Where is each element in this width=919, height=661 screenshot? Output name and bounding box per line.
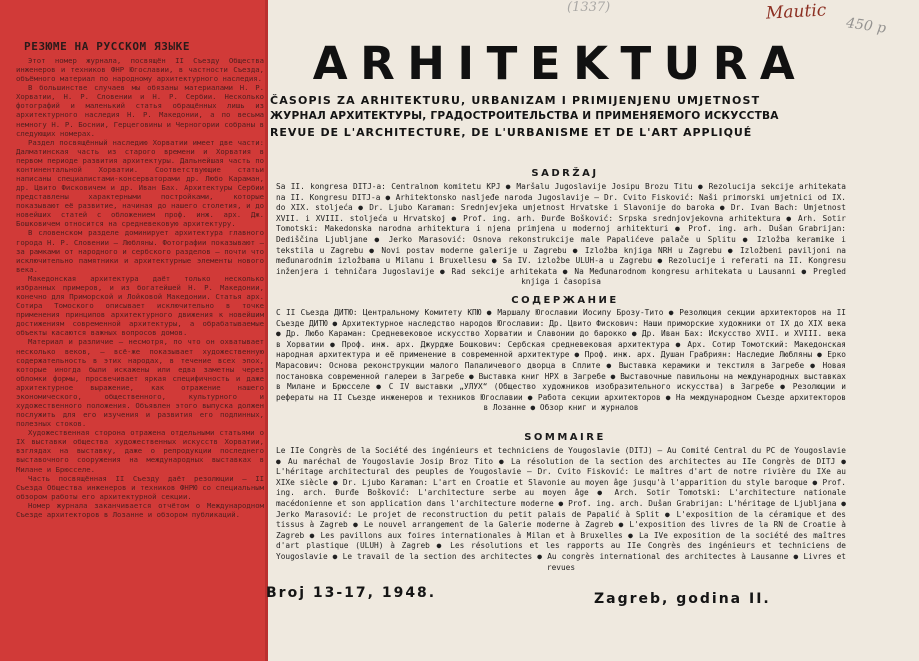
- resume-paragraph: Часть посвящённая II Съезду даёт резолюции — II Съезда Общества инженеров и техников ФНРЮ со специальным обзором работы его архитектурной секции.: [16, 473, 264, 501]
- resume-paragraph: Раздел посвящённый наследию Хорватии имеет две части: Далматинская часть из старого времени и Хорватия в первом периоде развития архитектуры. Дальнейшая часть по континентальной Хорватии. Соответствующие статьи написаны специалистами-консерваторами др. Любо Караман, др. Цвито Фисковичем и др. Иван Бах. Архитектуры Сербии представлены характерными постройками, которые показывают её развитие, начиная до нашего столетия, и до новейших статей с обложением проф. инж. арх. Дж. Бошковичем относится на средневековую архитектуру.: [16, 137, 264, 229]
- soderzhanie-contents: С II Съезда ДИТЮ: Центральному Комитету КПЮ ● Маршалу Югославии Иосипу Брозу-Тито ● Резолюция секции архитекторов на II Съезде ДИТЮ ● Архитектурное наследство народов Югославии: Др. Цвито Фискович: Наши приморские художники от IX до XIX века ● Др. Любо Караман: Средневековое искусство Хорватии и Славонии до барокко ● Др. Иван Бах: Искусство XVII. и XVIII. века в Хорватии ● Проф. инж. арх. Джурдже Бошкович: Сербская средневековая архитектура ● Арх. Сотир Томотский: Македонская народная архитектура и её применение в современной архитектуре ● Проф. инж. арх. Душан Грабриян: Наследие Любляны ● Ерко Марасович: Основа реконструкции малого Папаличевого дворца в Сплите ● Выставка керамики и текстиля в Загребе ● Новая постановка современной галереи в Загребе ● Выставка книг НРХ в Загребе ● Выставочные павильоны на международных выставках в Милане и Брюсселе ● С IV выставки „УЛУХ“ (Общество художников изобразительного искусства) в Загребе ● Резолюции и рефераты на II Съезде инженеров и техников Югославии ● Работа секции архитекторов ● На международном Съезде архитекторов в Лозанне ● Обзор книг и журналов: [276, 308, 846, 413]
- pencil-number-annotation: (1337): [567, 0, 611, 15]
- resume-paragraph: Художественная сторона отражена отдельными статьями о IX выставки общества художественных искусств Хорватии, взглядах на выставку, даже о репродукции последнего выставочного сооружения на международных выставках в Милане и Брюсселе.: [16, 428, 264, 474]
- sommaire-contents: Le IIe Congrès de la Société des ingénieurs et techniciens de Yougoslavie (DITJ) — Au Comité Central du PC de Yougoslavie ● Au maréchal de Yougoslavie Josip Broz Tito ● La résolution de la section des architectes au IIe Congrès de DITJ ● L'héritage architectural des peuples de Yougoslavie — Dr. Cvito Fisković: Le maîtres d'art de notre rivière du IXe au XIXe siècle ● Dr. Ljubo Karaman: L'art en Croatie et Slavonie au moyen âge jusqu'à l'apparition du style baroque ● Prof. ing. arch. Đurđe Bošković: L'architecture serbe au moyen âge ● Arch. Sotir Tomotski: L'architecture nationale macédonienne et son application dans l'architecture moderne ● Prof. ing. arch. Dušan Grabrijan: L'héritage de Ljubljana ● Jerko Marasović: Le projet de reconstruction du petit palais de Papalić à Split ● L'exposition de la céramique et des tissus à Zagreb ● Le nouvel arrangement de la Galerie moderne à Zagreb ● L'exposition des livres de la RN de Croatie à Zagreb ● Les pavillons aux foires internationales à Milan et à Bruxelles ● La IVe exposition de la société des maîtres d'art plastique (ULUH) à Zagreb ● Les résolutions et les rapports au IIe Congrès des ingénieurs et techniciens de Yougoslavie ● Le travail de la section des architectes ● Au congrès international des architectes à Lausanne ● Livres et revues: [276, 446, 846, 572]
- subtitle-french: REVUE DE L'ARCHITECTURE, DE L'URBANISME ET DE L'ART APPLIQUÉ: [270, 126, 753, 139]
- resume-paragraph: В словенском разделе доминирует архитектура главного города Н. Р. Словении — Любляны. Фотографии показывают — за рамками от народного и сербского разделов — почти что исключительно памятники и архитектурные элементы нового века.: [16, 228, 264, 274]
- subtitle-russian: ЖУРНАЛ АРХИТЕКТУРЫ, ГРАДОСТРОИТЕЛЬСТВА И ПРИМЕНЯЕМОГО ИСКУССТВА: [270, 110, 779, 122]
- issue-number: Broj 13-17, 1948.: [266, 585, 437, 601]
- resume-heading: РЕЗЮМЕ НА РУССКОМ ЯЗЫКЕ: [24, 40, 191, 53]
- handwritten-signature: Mautic: [765, 0, 827, 24]
- pencil-code-annotation: 450 p: [845, 15, 888, 37]
- sadrzaj-heading: SADRŽAJ: [531, 168, 599, 179]
- resume-body: [16, 56, 264, 602]
- sadrzaj-contents: Sa II. kongresa DITJ-a: Centralnom komitetu KPJ ● Maršalu Jugoslavije Josipu Brozu Titu ● Rezolucija sekcije arhitekata na II. Kongresu DITJ-a ● Arhitektonsko nasljeđe naroda Jugoslavije — Dr. Cvito Fisković: Naši primorski umjetnici od IX. do XIX. stoljeća ● Dr. Ljubo Karaman: Srednjevjeka umjetnost Hrvatske i Slavonije do baroka ● Dr. Ivan Bach: Umjetnost XVII. i XVIII. stoljeća u Hrvatskoj ● Prof. ing. arh. Đurđe Bošković: Srpska srednjovjekovna arhitektura ● Arh. Sotir Tomotski: Makedonska narodna arhitektura i njena primjena u modernoj arhitekturi ● Prof. ing. arh. Dušan Grabrijan: Dediščina Ljubljane ● Jerko Marasović: Osnova rekonstrukcije male Papalićeve palače u Splitu ● Izložba keramike i tekstila u Zagrebu ● Novi postav moderne galerije u Zagrebu ● Izložba knjiga NRH u Zagrebu ● Izložbeni paviljoni na međunarodnim izložbama u Milanu i Bruxellesu ● Sa IV. izložbe ULUH-a u Zagrebu ● Rezolucije i referati na II. Kongresu inženjera i tehničara Jugoslavije ● Rad sekcije arhitekata ● Na Međunarodnom kongresu arhitekata u Lausanni ● Pregled knjiga i časopisa: [276, 182, 846, 287]
- resume-paragraph: Номер журнала заканчивается отчётом о Международном Съезде архитекторов в Лозанне и обзором публикаций.: [16, 500, 264, 519]
- place-year: Zagreb, godina II.: [594, 591, 771, 607]
- resume-paragraph: Этот номер журнала, посвящён II Съезду Общества инженеров и техников ФНР Югославии, в частности Съезда, объёмного материал по народному архитектурного наследия.: [16, 56, 264, 84]
- resume-paragraph: Материал и различие — несмотря, по что он охватывает несколько веков, — всё-же показывает художественную содержательность в этих народах, в течение всех эпох, которые иногда были искажены или едва заметны через обломки формы, просвечивает яркая специфичность и даже архитектурное выражение, как отражение нашего экономического, общественного, культурного и художественного положения. Объявлен этого выпуска должен послужить для его изучения и развития его подлинных, полезных стоков.: [16, 337, 264, 429]
- resume-paragraph: Македонская архитектура даёт только несколько избранных примеров, и из богатейшей Н. Р. Македонии, конечно для Приморской и Лойковой Македонии. Статья арх. Сотира Томоского описывает исключительно в точке применения принципов архитектурного движения к новейшим достижениям современной архитектуры, а обрабатываемые объекты касаются важных вопросов домов.: [16, 273, 264, 338]
- red-summary-panel: [0, 0, 268, 661]
- resume-paragraph: В большинстве случаев мы обязаны материалами Н. Р. Хорватии, Н. Р. Словении и Н. Р. Сербии. Несколько фотографий и маленький статья обращённых лишь из архитектурного наследия Н. Р. Македонии, а по весьма немногу Н. Р. Боснии, Герцеговины и Черногории собраны в следующих номерах.: [16, 83, 264, 138]
- subtitle-croatian: ČASOPIS ZA ARHITEKTURU, URBANIZAM I PRIMIJENJENU UMJETNOST: [270, 94, 761, 107]
- magazine-title: ARHITEKTURA: [312, 37, 808, 90]
- soderzhanie-heading: СОДЕРЖАНИЕ: [511, 295, 619, 306]
- sommaire-heading: SOMMAIRE: [524, 432, 606, 443]
